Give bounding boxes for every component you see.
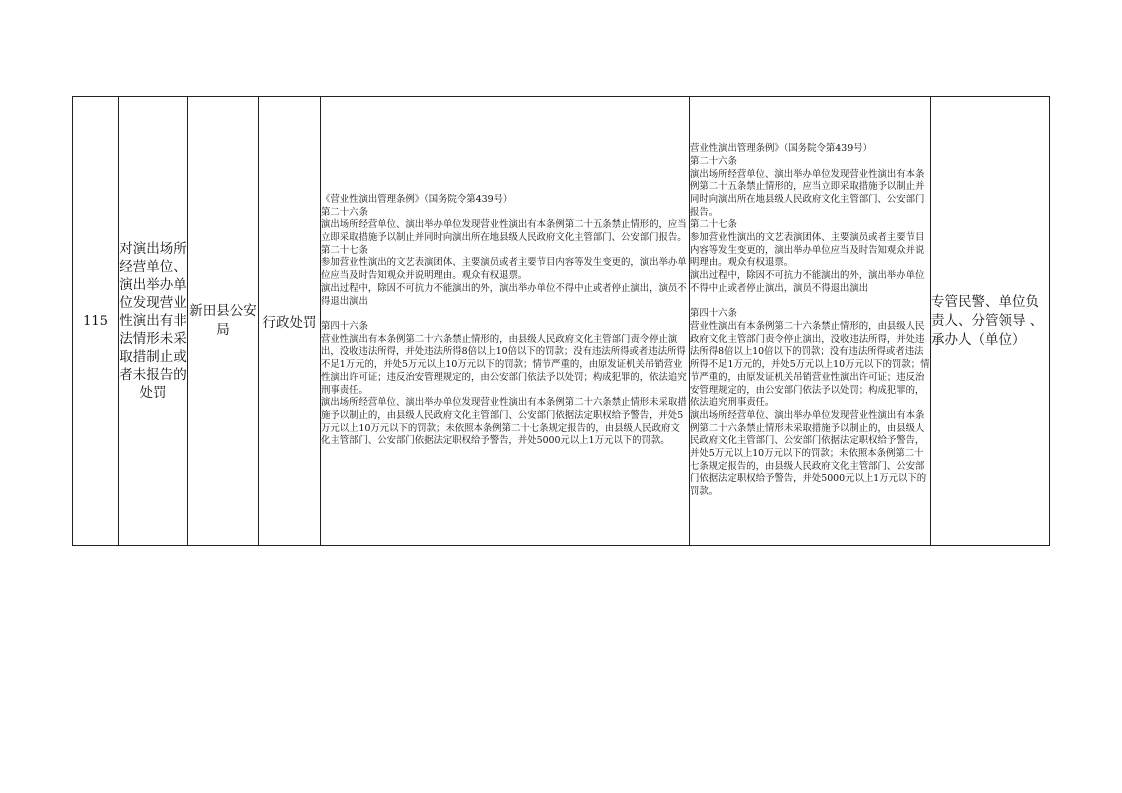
legal-basis-cell: 《营业性演出管理条例》（国务院令第439号） 第二十六条 演出场所经营单位、演出举办单位发现营业性演出有本条例第二十五条禁止情形的，应当立即采取措施予以制止并同时向演出所在地县级人民政府文化主管部门、公安部门报告。 第二十七条 参加营业性演出的文艺表演团体、主要演员或者主要节目内容等发生变更的，演出举办单位应当及时告知观众并说明理由。观众有权退票。 演出过程中，除因不可抗力不能演出的外，演出举办单位不得中止或者停止演出，演员不得退出演出 第四十六条 营业性演出有本条例第二十六条禁止情形的，由县级人民政府文化主管部门责令停止演出，没收违法所得，并处违法所得8倍以上10倍以下的罚款；没有违法所得或者违法所得不足1万元的，并处5万元以上10万元以下的罚款；情节严重的，由原发证机关吊销营业性演出许可证；违反治安管理规定的，由公安部门依法予以处罚；构成犯罪的，依法追究刑事责任。 演出场所经营单位、演出举办单位发现营业性演出有本条例第二十六条禁止情形未采取措施予以制止的，由县级人民政府文化主管部门、公安部门依据法定职权给予警告，并处5万元以上10万元以下的罚款；未依照本条例第二十七条规定报告的，由县级人民政府文化主管部门、公安部门依据法定职权给予警告，并处5000元以上1万元以下的罚款。 [321,97,690,546]
penalty-type-cell: 行政处罚 [259,97,321,546]
responsible-party-cell: 专管民警、单位负责人、分管领导 、承办人（单位） [931,97,1050,546]
responsibility-basis-cell: 营业性演出管理条例》（国务院令第439号） 第二十六条 演出场所经营单位、演出举办单位发现营业性演出有本条例第二十五条禁止情形的，应当立即采取措施予以制止并同时向演出所在地县级人民政府文化主管部门、公安部门报告。 第二十七条 参加营业性演出的文艺表演团体、主要演员或者主要节目内容等发生变更的，演出举办单位应当及时告知观众并说明理由。观众有权退票。 演出过程中，除因不可抗力不能演出的外，演出举办单位不得中止或者停止演出，演员不得退出演出 第四十六条 营业性演出有本条例第二十六条禁止情形的，由县级人民政府文化主管部门责令停止演出，没收违法所得，并处违法所得8倍以上10倍以下的罚款；没有违法所得或者违法所得不足1万元的，并处5万元以上10万元以下的罚款；情节严重的，由原发证机关吊销营业性演出许可证；违反治安管理规定的，由公安部门依法予以处罚；构成犯罪的，依法追究刑事责任。 演出场所经营单位、演出举办单位发现营业性演出有本条例第二十六条禁止情形未采取措施予以制止的，由县级人民政府文化主管部门、公安部门依据法定职权给予警告，并处5万元以上10万元以下的罚款；未依照本条例第二十七条规定报告的，由县级人民政府文化主管部门、公安部门依据法定职权给予警告，并处5000元以上1万元以下的罚款。 [690,97,931,546]
penalty-table [72,96,1050,546]
table-row [73,97,1050,546]
row-index: 115 [73,97,119,546]
department-cell: 新田县公安局 [188,97,259,546]
item-name-cell: 对演出场所经营单位、演出举办单位发现营业性演出有非法情形未采取措制止或者未报告的处罚 [119,97,188,546]
